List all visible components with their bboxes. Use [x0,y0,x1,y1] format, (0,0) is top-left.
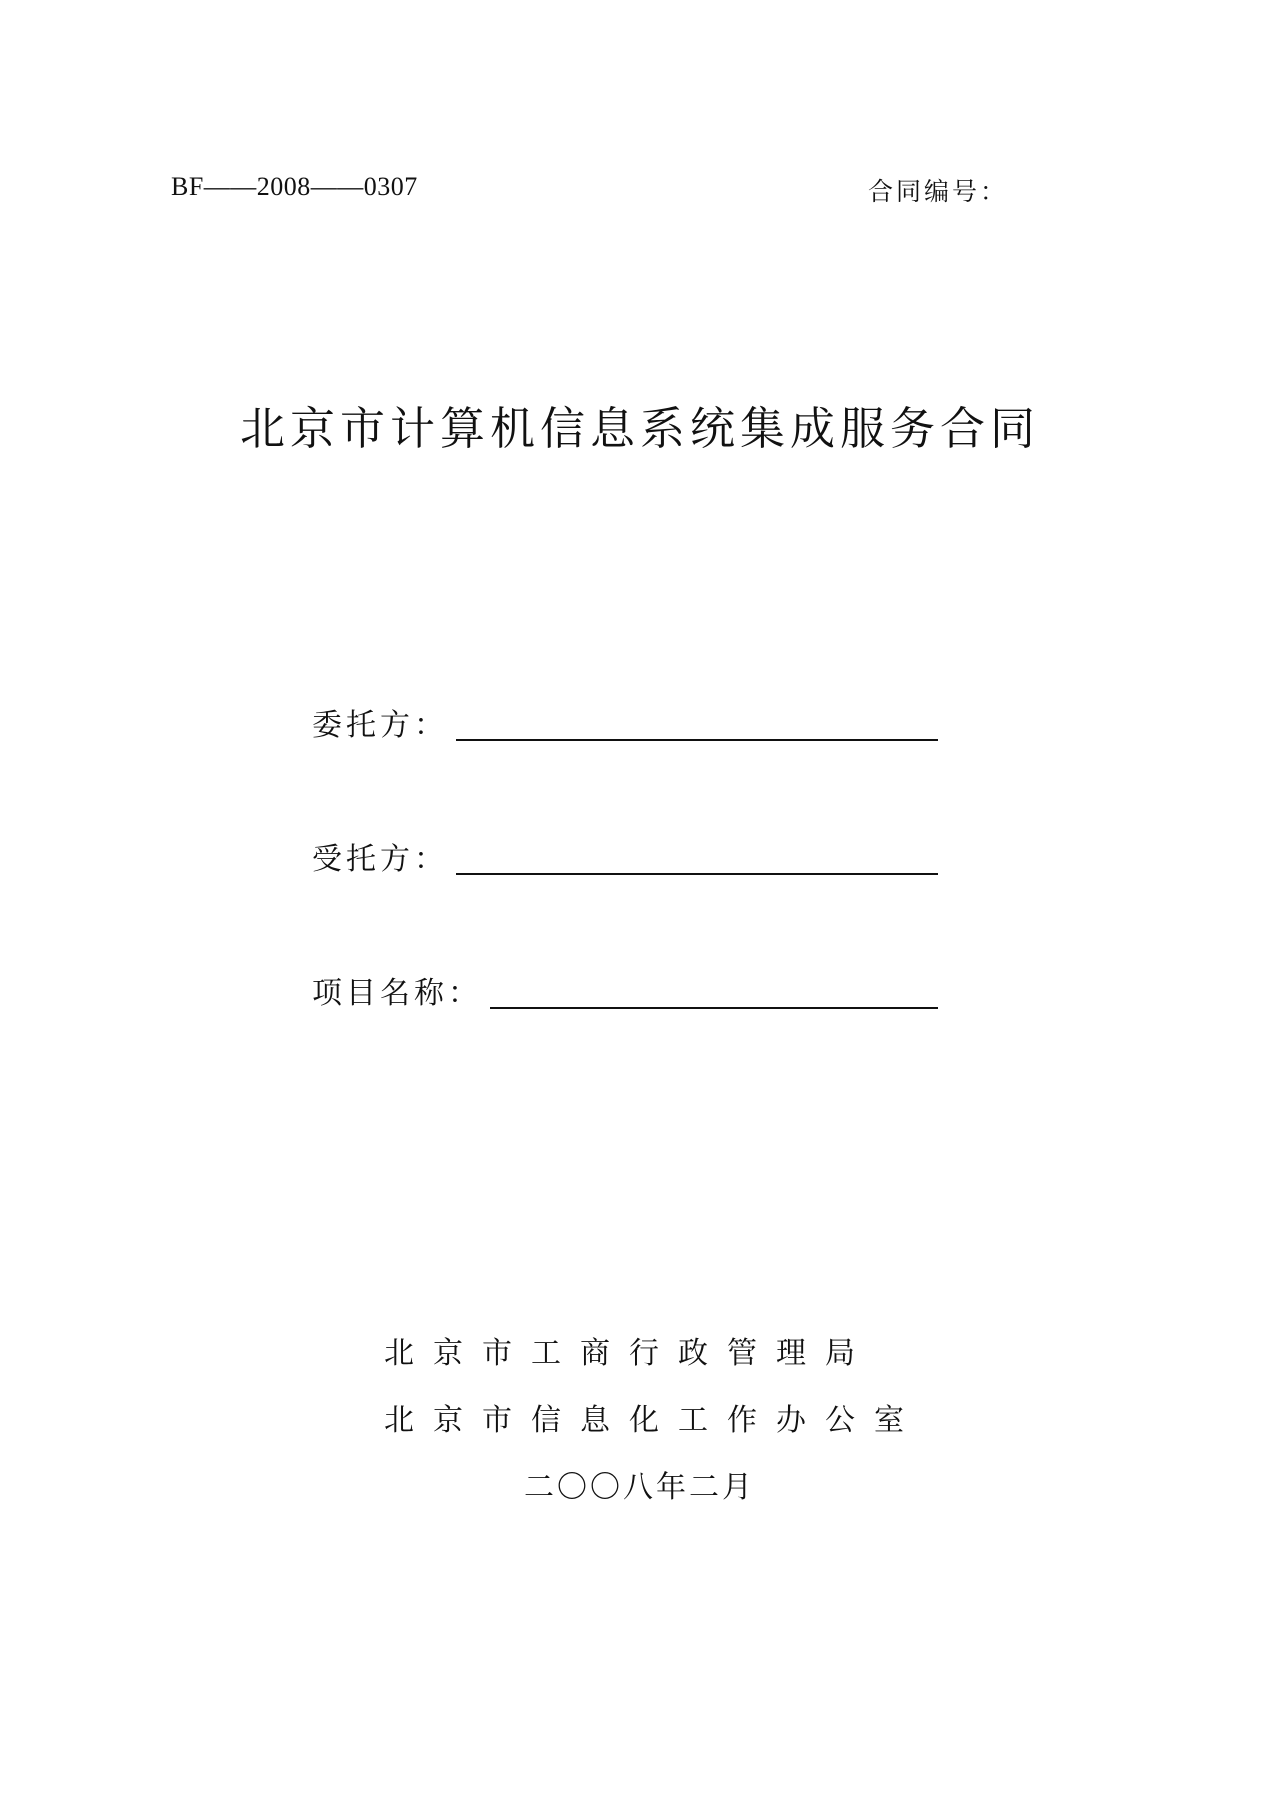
principal-field [312,708,938,744]
issuer-line-1: 北京市工商行政管理局 [384,1336,874,1371]
trustee-label: 受托方： [312,842,448,877]
project-name-field [312,976,938,1012]
principal-label: 委托方： [312,708,448,743]
issue-date: 二〇〇八年二月 [524,1470,755,1505]
form-code: BF——2008——0307 [171,172,418,201]
principal-blank-line [456,739,938,741]
document-title: 北京市计算机信息系统集成服务合同 [239,402,1040,455]
project-name-blank-line [490,1007,938,1009]
trustee-field [312,842,938,878]
issuer-line-2: 北京市信息化工作办公室 [384,1403,923,1438]
contract-number-label: 合同编号： [868,177,1009,206]
trustee-blank-line [456,873,938,875]
project-name-label: 项目名称： [312,976,482,1011]
